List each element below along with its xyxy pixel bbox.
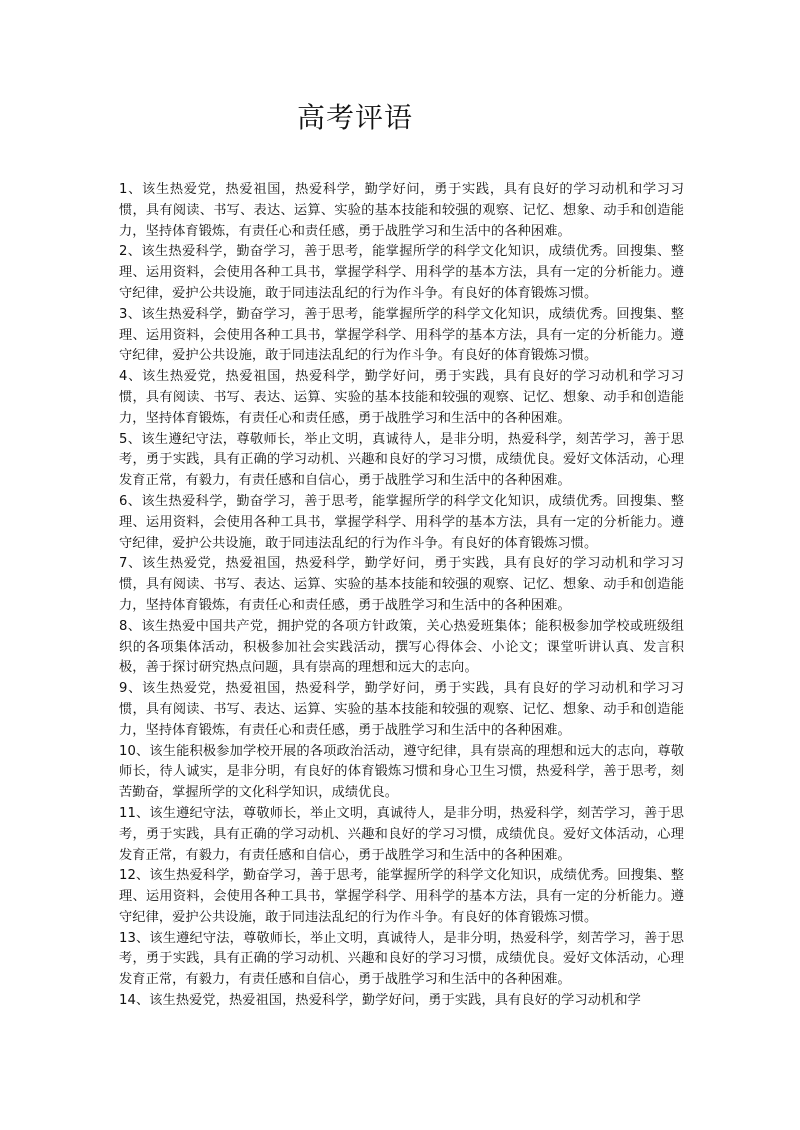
comment-paragraph: 2、该生热爱科学，勤奋学习，善于思考，能掌握所学的科学文化知识，成绩优秀。回搜集、整理、运用资料，会使用各种工具书，掌握学科学、用科学的基本方法，具有一定的分析能力。遵守纪律，爱护公共设施，敢于同违法乱纪的行为作斗争。有良好的体育锻炼习惯。: [119, 244, 684, 301]
comment-paragraph: 7、该生热爱党，热爱祖国，热爱科学，勤学好问，勇于实践，具有良好的学习动机和学习习惯，具有阅读、书写、表达、运算、实验的基本技能和较强的观察、记忆、想象、动手和创造能力，坚持体育锻炼，有责任心和责任感，勇于战胜学习和生活中的各种困难。: [119, 556, 684, 613]
comment-paragraph: 9、该生热爱党，热爱祖国，热爱科学，勤学好问，勇于实践，具有良好的学习动机和学习习惯，具有阅读、书写、表达、运算、实验的基本技能和较强的观察、记忆、想象、动手和创造能力，坚持体育锻炼，有责任心和责任感，勇于战胜学习和生活中的各种困难。: [119, 681, 684, 738]
comment-paragraph: 5、该生遵纪守法，尊敬师长，举止文明，真诚待人，是非分明，热爱科学，刻苦学习，善于思考，勇于实践，具有正确的学习动机、兴趣和良好的学习习惯，成绩优良。爱好文体活动，心理发育正常，有毅力，有责任感和自信心，勇于战胜学习和生活中的各种困难。: [119, 431, 684, 489]
comment-paragraph: 8、该生热爱中国共产党，拥护党的各项方针政策，关心热爱班集体；能积极参加学校或班级组织的各项集体活动，积极参加社会实践活动，撰写心得体会、小论文；课堂听讲认真、发言积极，善于探讨研究热点问题，具有崇高的理想和远大的志向。: [119, 618, 684, 676]
comment-paragraph: 1、该生热爱党，热爱祖国，热爱科学，勤学好问，勇于实践，具有良好的学习动机和学习习惯，具有阅读、书写、表达、运算、实验的基本技能和较强的观察、记忆、想象、动手和创造能力，坚持体育锻炼，有责任心和责任感，勇于战胜学习和生活中的各种困难。: [119, 182, 684, 239]
comment-paragraph: 3、该生热爱科学，勤奋学习，善于思考，能掌握所学的科学文化知识，成绩优秀。回搜集、整理、运用资料，会使用各种工具书，掌握学科学、用科学的基本方法，具有一定的分析能力。遵守纪律，爱护公共设施，敢于同违法乱纪的行为作斗争。有良好的体育锻炼习惯。: [119, 306, 684, 364]
comment-paragraph: 11、该生遵纪守法，尊敬师长，举止文明，真诚待人，是非分明，热爱科学，刻苦学习，善于思考，勇于实践，具有正确的学习动机、兴趣和良好的学习习惯，成绩优良。爱好文体活动，心理发育正常，有毅力，有责任感和自信心，勇于战胜学习和生活中的各种困难。: [119, 805, 684, 863]
comment-paragraph: 4、该生热爱党，热爱祖国，热爱科学，勤学好问，勇于实践，具有良好的学习动机和学习习惯，具有阅读、书写、表达、运算、实验的基本技能和较强的观察、记忆、想象、动手和创造能力，坚持体育锻炼，有责任心和责任感，勇于战胜学习和生活中的各种困难。: [119, 369, 684, 426]
comment-paragraph: 12、该生热爱科学，勤奋学习，善于思考，能掌握所学的科学文化知识，成绩优秀。回搜集、整理、运用资料，会使用各种工具书，掌握学科学、用科学的基本方法，具有一定的分析能力。遵守纪律，爱护公共设施，敢于同违法乱纪的行为作斗争。有良好的体育锻炼习惯。: [119, 868, 684, 925]
comment-paragraph: 10、该生能积极参加学校开展的各项政治活动，遵守纪律，具有崇高的理想和远大的志向，尊敬师长，待人诚实，是非分明，有良好的体育锻炼习惯和身心卫生习惯，热爱科学，善于思考，刻苦勤奋，掌握所学的文化科学知识，成绩优良。: [119, 743, 684, 801]
comment-paragraph: 6、该生热爱科学，勤奋学习，善于思考，能掌握所学的科学文化知识，成绩优秀。回搜集、整理、运用资料，会使用各种工具书，掌握学科学、用科学的基本方法，具有一定的分析能力。遵守纪律，爱护公共设施，敢于同违法乱纪的行为作斗争。有良好的体育锻炼习惯。: [119, 493, 684, 551]
comment-paragraph: 14、该生热爱党，热爱祖国，热爱科学，勤学好问，勇于实践，具有良好的学习动机和学: [119, 993, 641, 1009]
document-body: [119, 180, 684, 1085]
page-title: 高考评语: [296, 101, 413, 134]
comment-paragraph: 13、该生遵纪守法，尊敬师长，举止文明，真诚待人，是非分明，热爱科学，刻苦学习，善于思考，勇于实践，具有正确的学习动机、兴趣和良好的学习习惯，成绩优良。爱好文体活动，心理发育正常，有毅力，有责任感和自信心，勇于战胜学习和生活中的各种困难。: [119, 930, 684, 988]
